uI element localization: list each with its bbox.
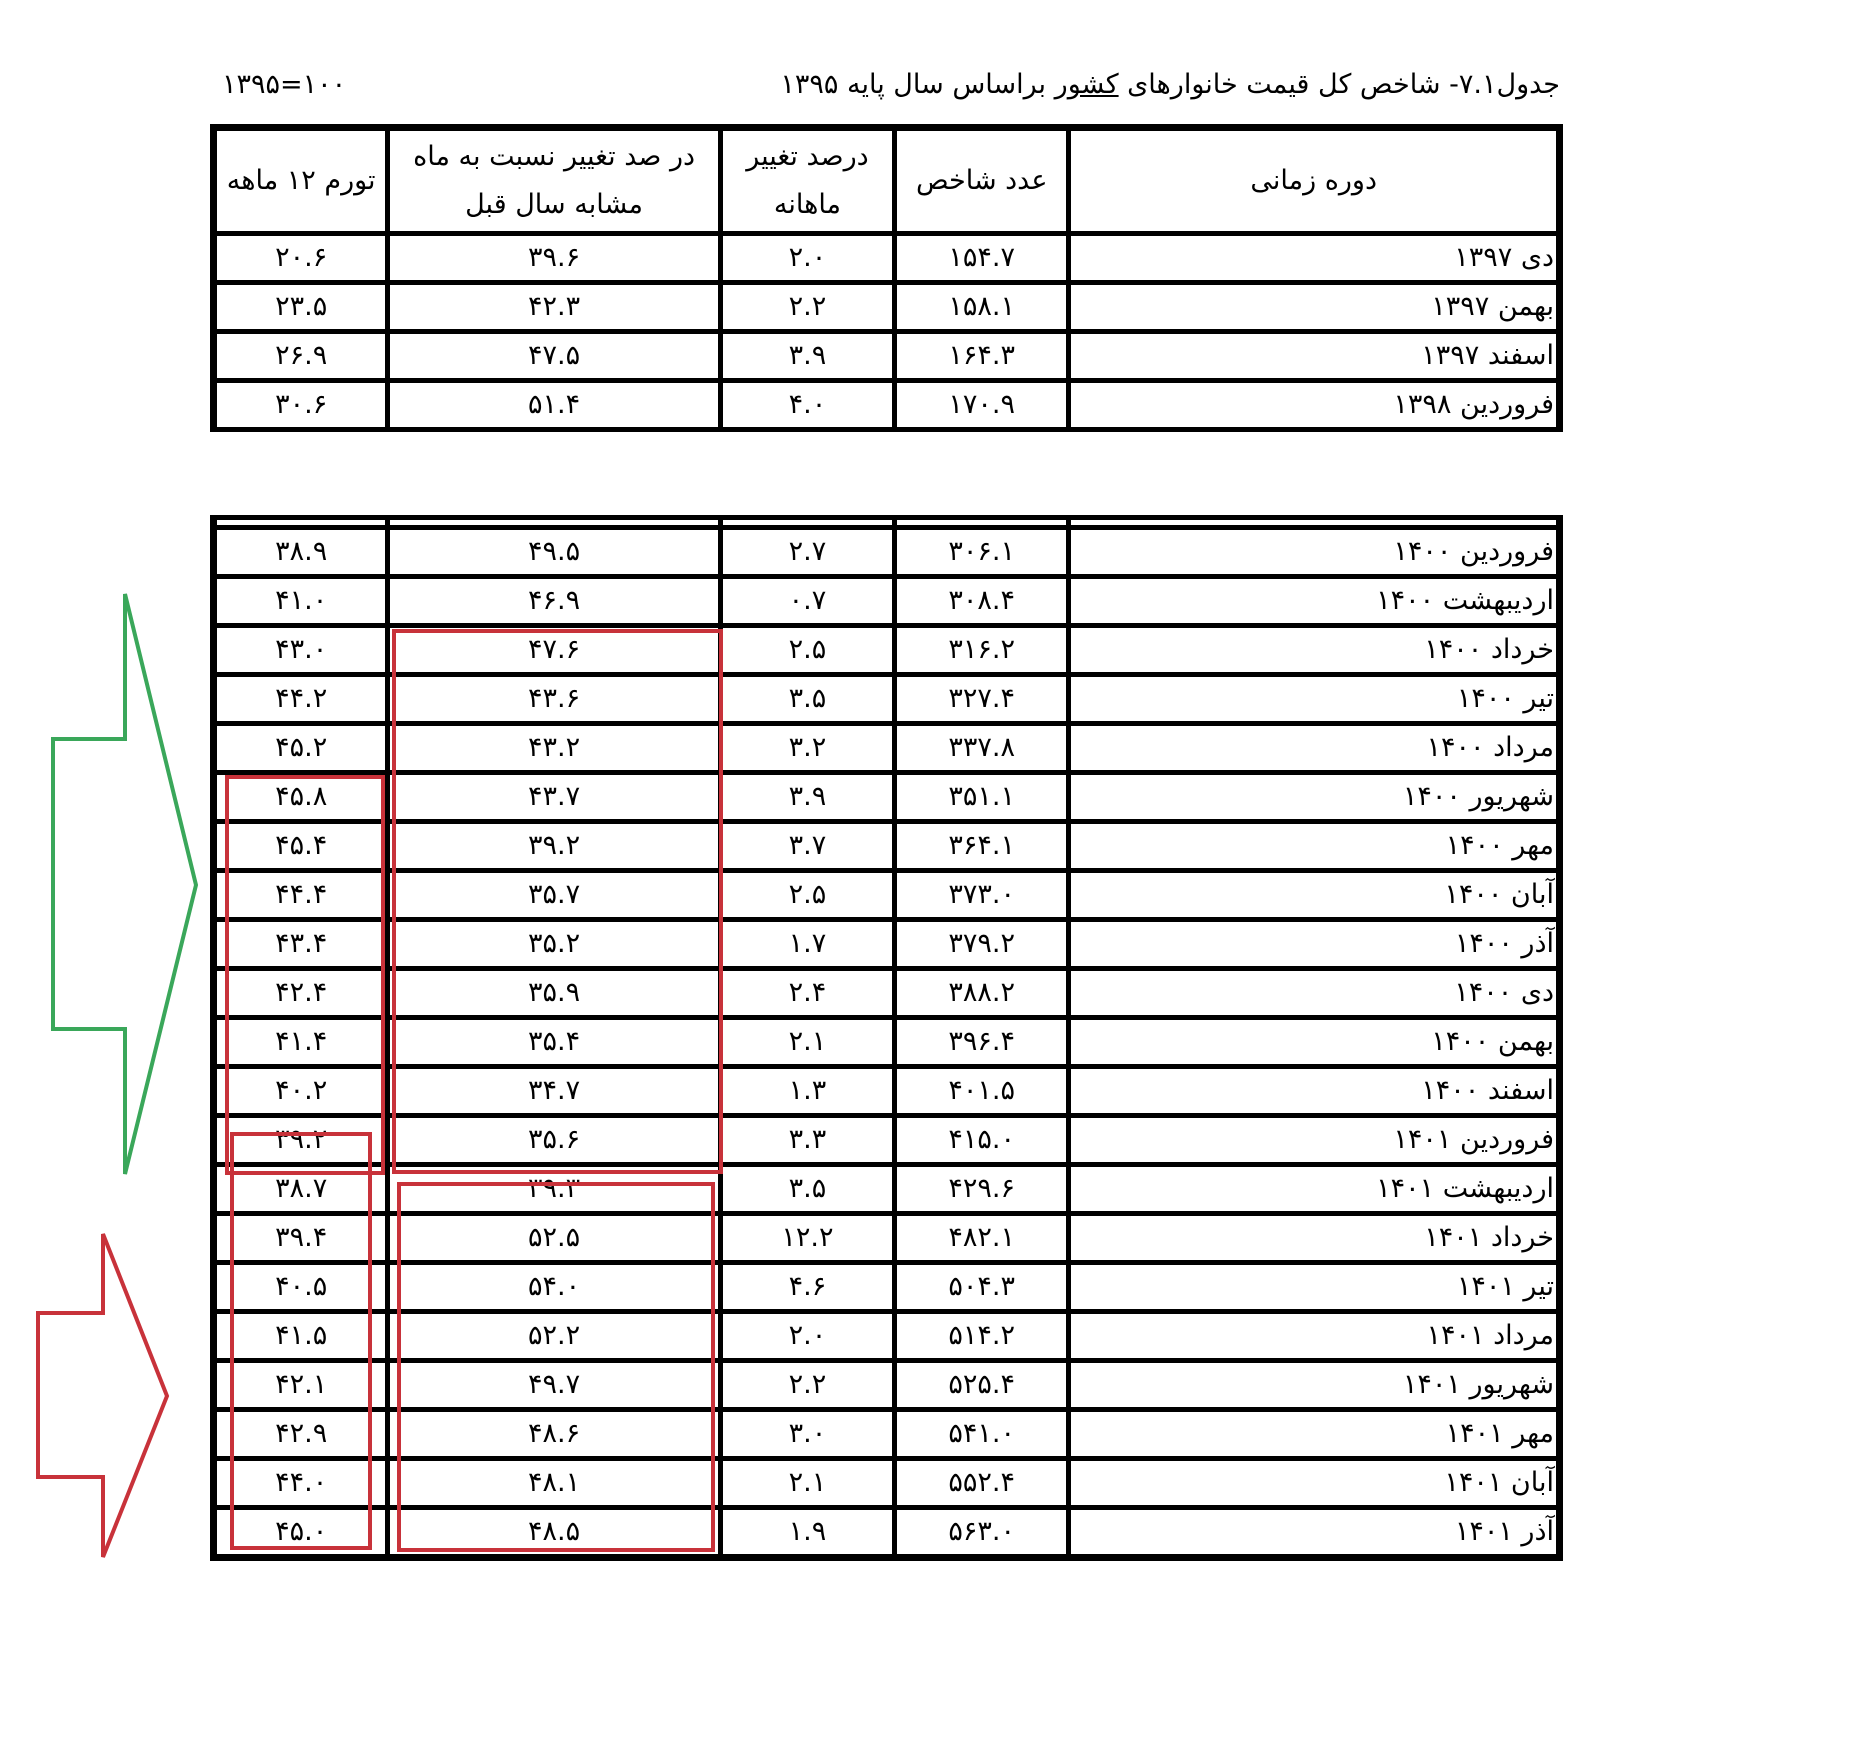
inflation-12m-cell: ۳۹.۴	[214, 1214, 388, 1263]
monthly-change-cell: ۲.۱	[720, 1459, 894, 1508]
inflation-12m-cell: ۴۴.۲	[214, 675, 388, 724]
period-cell: دی ۱۳۹۷	[1069, 234, 1560, 283]
yoy-change-cell: ۴۲.۳	[388, 283, 720, 332]
index-cell: ۳۹۶.۴	[895, 1018, 1069, 1067]
period-cell: خرداد ۱۴۰۰	[1069, 626, 1560, 675]
index-cell: ۵۱۴.۲	[895, 1312, 1069, 1361]
monthly-change-cell: ۲.۵	[720, 871, 894, 920]
period-cell: دی ۱۴۰۰	[1069, 969, 1560, 1018]
monthly-change-cell: ۳.۰	[720, 1410, 894, 1459]
monthly-change-cell: ۱.۷	[720, 920, 894, 969]
header-monthly-line1: درصد تغییر	[746, 141, 869, 172]
monthly-change-cell: ۳.۹	[720, 773, 894, 822]
yoy-change-cell: ۳۵.۲	[388, 920, 720, 969]
monthly-change-cell: ۲.۱	[720, 1018, 894, 1067]
yoy-change-cell: ۴۳.۲	[388, 724, 720, 773]
monthly-change-cell: ۲.۷	[720, 528, 894, 577]
monthly-change-cell: ۴.۰	[720, 381, 894, 430]
yoy-change-cell: ۴۸.۱	[388, 1459, 720, 1508]
period-cell: خرداد ۱۴۰۱	[1069, 1214, 1560, 1263]
monthly-change-cell: ۰.۷	[720, 577, 894, 626]
yoy-change-cell: ۵۲.۵	[388, 1214, 720, 1263]
header-yoy-line2: مشابه سال قبل	[465, 189, 644, 220]
period-cell: تیر ۱۴۰۱	[1069, 1263, 1560, 1312]
index-cell: ۵۵۲.۴	[895, 1459, 1069, 1508]
period-cell: آبان ۱۴۰۱	[1069, 1459, 1560, 1508]
period-cell: اردیبهشت ۱۴۰۱	[1069, 1165, 1560, 1214]
period-cell: آذر ۱۴۰۱	[1069, 1508, 1560, 1558]
caption-underlined-word: کشور	[1054, 69, 1119, 100]
inflation-12m-cell: ۴۵.۰	[214, 1508, 388, 1558]
inflation-12m-cell: ۴۲.۱	[214, 1361, 388, 1410]
yoy-change-cell: ۴۸.۶	[388, 1410, 720, 1459]
inflation-12m-cell: ۴۳.۴	[214, 920, 388, 969]
index-cell: ۴۲۹.۶	[895, 1165, 1069, 1214]
monthly-change-cell: ۱.۹	[720, 1508, 894, 1558]
yoy-change-cell: ۴۹.۵	[388, 528, 720, 577]
period-cell: شهریور ۱۴۰۰	[1069, 773, 1560, 822]
period-cell: تیر ۱۴۰۰	[1069, 675, 1560, 724]
inflation-12m-cell: ۴۲.۹	[214, 1410, 388, 1459]
yoy-change-cell: ۳۹.۳	[388, 1165, 720, 1214]
yoy-change-cell: ۳۴.۷	[388, 1067, 720, 1116]
header-monthly-line2: ماهانه	[773, 189, 842, 220]
inflation-12m-cell: ۴۳.۰	[214, 626, 388, 675]
index-cell: ۳۱۶.۲	[895, 626, 1069, 675]
base-year-note: ۱۳۹۵=۱۰۰	[222, 69, 347, 100]
monthly-change-cell: ۲.۲	[720, 283, 894, 332]
index-cell: ۳۷۳.۰	[895, 871, 1069, 920]
header-inflation-12m: تورم ۱۲ ماهه	[214, 128, 388, 234]
index-cell: ۱۵۸.۱	[895, 283, 1069, 332]
period-cell: آذر ۱۴۰۰	[1069, 920, 1560, 969]
inflation-12m-cell: ۴۰.۲	[214, 1067, 388, 1116]
period-cell: اسفند ۱۳۹۷	[1069, 332, 1560, 381]
inflation-12m-cell: ۴۵.۲	[214, 724, 388, 773]
yoy-change-cell: ۴۷.۶	[388, 626, 720, 675]
inflation-12m-cell: ۳۰.۶	[214, 381, 388, 430]
period-cell: فروردین ۱۳۹۸	[1069, 381, 1560, 430]
monthly-change-cell: ۳.۲	[720, 724, 894, 773]
yoy-change-cell: ۵۴.۰	[388, 1263, 720, 1312]
index-cell: ۴۱۵.۰	[895, 1116, 1069, 1165]
period-cell: فروردین ۱۴۰۰	[1069, 528, 1560, 577]
yoy-change-cell: ۴۷.۵	[388, 332, 720, 381]
monthly-change-cell: ۳.۳	[720, 1116, 894, 1165]
period-cell: مهر ۱۴۰۰	[1069, 822, 1560, 871]
period-cell: بهمن ۱۴۰۰	[1069, 1018, 1560, 1067]
inflation-12m-cell: ۴۵.۴	[214, 822, 388, 871]
period-cell: مرداد ۱۴۰۱	[1069, 1312, 1560, 1361]
inflation-12m-cell: ۴۱.۴	[214, 1018, 388, 1067]
monthly-change-cell: ۳.۵	[720, 1165, 894, 1214]
yoy-change-cell: ۴۳.۷	[388, 773, 720, 822]
yoy-change-cell: ۴۳.۶	[388, 675, 720, 724]
period-cell: آبان ۱۴۰۰	[1069, 871, 1560, 920]
inflation-12m-cell: ۳۸.۷	[214, 1165, 388, 1214]
period-cell: شهریور ۱۴۰۱	[1069, 1361, 1560, 1410]
inflation-12m-cell: ۴۲.۴	[214, 969, 388, 1018]
inflation-12m-cell: ۴۵.۸	[214, 773, 388, 822]
yoy-change-cell: ۵۱.۴	[388, 381, 720, 430]
monthly-change-cell: ۲.۴	[720, 969, 894, 1018]
yoy-change-cell: ۴۸.۵	[388, 1508, 720, 1558]
monthly-change-cell: ۲.۰	[720, 1312, 894, 1361]
inflation-12m-cell: ۲۶.۹	[214, 332, 388, 381]
red-arrow-icon	[38, 1234, 167, 1557]
inflation-12m-cell: ۴۴.۰	[214, 1459, 388, 1508]
green-arrow-icon	[53, 594, 196, 1174]
yoy-change-cell: ۴۹.۷	[388, 1361, 720, 1410]
index-cell: ۵۰۴.۳	[895, 1263, 1069, 1312]
inflation-12m-cell: ۴۱.۵	[214, 1312, 388, 1361]
yoy-change-cell: ۴۶.۹	[388, 577, 720, 626]
yoy-change-cell: ۳۹.۶	[388, 234, 720, 283]
index-cell: ۳۰۸.۴	[895, 577, 1069, 626]
index-cell: ۳۵۱.۱	[895, 773, 1069, 822]
monthly-change-cell: ۱.۳	[720, 1067, 894, 1116]
index-cell: ۳۲۷.۴	[895, 675, 1069, 724]
yoy-change-cell: ۵۲.۲	[388, 1312, 720, 1361]
yoy-change-cell: ۳۹.۲	[388, 822, 720, 871]
yoy-change-cell: ۳۵.۶	[388, 1116, 720, 1165]
monthly-change-cell: ۳.۵	[720, 675, 894, 724]
index-cell: ۱۷۰.۹	[895, 381, 1069, 430]
period-cell: اسفند ۱۴۰۰	[1069, 1067, 1560, 1116]
index-cell: ۳۰۶.۱	[895, 528, 1069, 577]
index-cell: ۵۶۳.۰	[895, 1508, 1069, 1558]
header-yoy-line1: در صد تغییر نسبت به ماه	[413, 141, 696, 172]
index-cell: ۴۰۱.۵	[895, 1067, 1069, 1116]
monthly-change-cell: ۴.۶	[720, 1263, 894, 1312]
monthly-change-cell: ۲.۰	[720, 234, 894, 283]
period-cell: مرداد ۱۴۰۰	[1069, 724, 1560, 773]
header-period: دوره زمانی	[1069, 128, 1560, 234]
index-cell: ۳۸۸.۲	[895, 969, 1069, 1018]
period-cell: بهمن ۱۳۹۷	[1069, 283, 1560, 332]
caption-prefix: جدول۷.۱- شاخص کل قیمت خانوارهای	[1118, 69, 1560, 100]
inflation-12m-cell: ۴۱.۰	[214, 577, 388, 626]
inflation-12m-cell: ۴۰.۵	[214, 1263, 388, 1312]
monthly-change-cell: ۳.۹	[720, 332, 894, 381]
caption-suffix: براساس سال پایه ۱۳۹۵	[780, 69, 1055, 100]
inflation-12m-cell: ۳۸.۹	[214, 528, 388, 577]
inflation-12m-cell: ۲۰.۶	[214, 234, 388, 283]
index-cell: ۱۶۴.۳	[895, 332, 1069, 381]
index-cell: ۵۲۵.۴	[895, 1361, 1069, 1410]
period-cell: فروردین ۱۴۰۱	[1069, 1116, 1560, 1165]
header-index: عدد شاخص	[895, 128, 1069, 234]
monthly-change-cell: ۲.۵	[720, 626, 894, 675]
yoy-change-cell: ۳۵.۷	[388, 871, 720, 920]
yoy-change-cell: ۳۵.۴	[388, 1018, 720, 1067]
monthly-change-cell: ۳.۷	[720, 822, 894, 871]
monthly-change-cell: ۲.۲	[720, 1361, 894, 1410]
period-cell: مهر ۱۴۰۱	[1069, 1410, 1560, 1459]
monthly-change-cell: ۱۲.۲	[720, 1214, 894, 1263]
period-cell: اردیبهشت ۱۴۰۰	[1069, 577, 1560, 626]
index-cell: ۳۷۹.۲	[895, 920, 1069, 969]
inflation-12m-cell: ۴۴.۴	[214, 871, 388, 920]
index-cell: ۳۶۴.۱	[895, 822, 1069, 871]
index-cell: ۱۵۴.۷	[895, 234, 1069, 283]
index-cell: ۳۳۷.۸	[895, 724, 1069, 773]
inflation-12m-cell: ۳۹.۲	[214, 1116, 388, 1165]
index-cell: ۴۸۲.۱	[895, 1214, 1069, 1263]
yoy-change-cell: ۳۵.۹	[388, 969, 720, 1018]
index-cell: ۵۴۱.۰	[895, 1410, 1069, 1459]
inflation-12m-cell: ۲۳.۵	[214, 283, 388, 332]
